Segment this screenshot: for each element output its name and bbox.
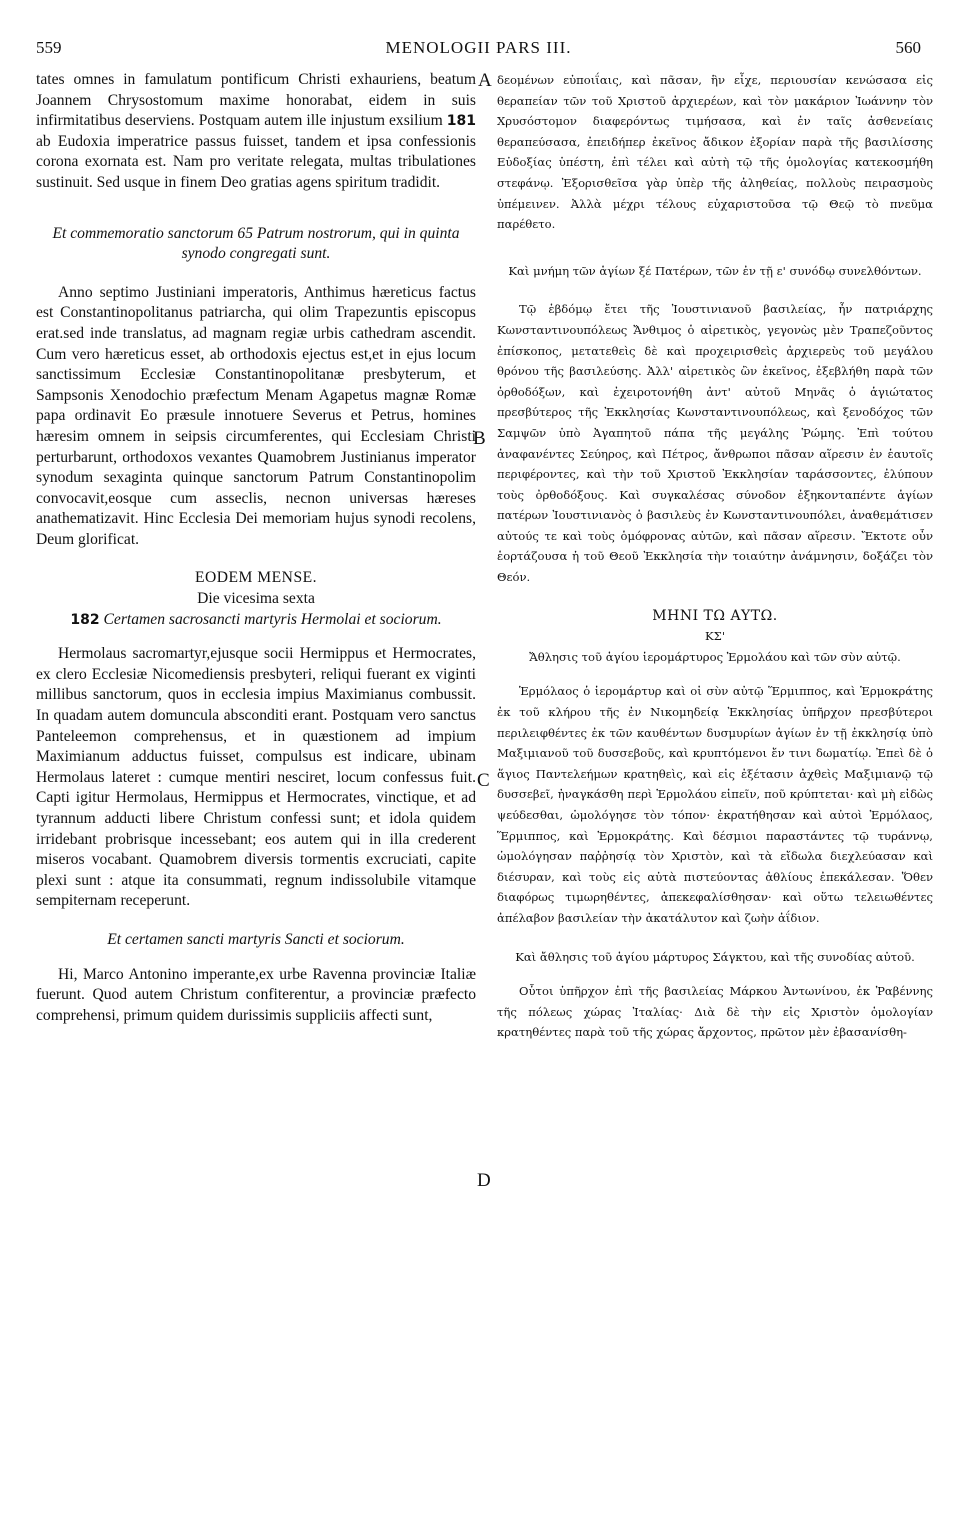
section-number-181: 181 [446,113,476,130]
margin-marker-a: A [478,70,492,91]
page-number-left: 559 [36,38,62,57]
latin-heading-commemoration: Et commemoratio sanctorum 65 Patrum nostrorum, qui in quinta synodo congregati sunt. [52,224,460,263]
latin-heading-eodem-mense: EODEM MENSE. [194,569,318,587]
greek-heading-athlesis-sanktou: Καὶ ἄθλησις τοῦ ἁγίου μάρτυρος Σάγκτου, καὶ τῆς συνοδίας αὐτοῦ. [515,949,915,964]
latin-paragraph-1-text: tates omnes in famulatum pontificum Christi exhauriens, beatum Joannem Chrysostomum maxime honorabat, eidem in suis infirmitatibus deserviens. Postquam autem ille injustum exsilium [36,71,476,130]
page-number-right: 560 [895,38,921,57]
section-number-182: 182 [70,611,100,628]
greek-heading-athlesis-hermolaou: Ἄθλησις τοῦ ἁγίου ἱερομάρτυρος Ἑρμολάου καὶ τῶν σὺν αὐτῷ. [529,649,901,664]
latin-column [36,70,476,1520]
greek-paragraph-3: Ἑρμόλαος ὁ ἱερομάρτυρ καὶ οἱ σὺν αὐτῷ Ἕρμιππος, καὶ Ἑρμοκράτης ἐκ τοῦ κλήρου τῆς ἐν Νικομηδείᾳ Ἐκκλησίας ὑπῆρχον πρεσβύτεροι περιλειφθέντες ἐκ τῶν καυθέντων δυσμυρίων ἁγίων ἐν τῇ ἐκκλησίᾳ ὑπὸ Μαξιμιανοῦ τοῦ δυσσεβοῦς, καὶ κρυπτόμενοι ἔν τινι δωματίῳ. Ἐπεὶ δὲ ὁ ἅγιος Παντελεήμων κρατηθεὶς, καὶ εἰς ἐξέτασιν ἀχθεὶς Μαξιμιανῷ τῷ δυσσεβεῖ, ἠναγκάσθη περὶ Ἑρμολάου εἰπεῖν, ποῦ κρύπτεται· καὶ μὴ εἰδὼς ψεύδεσθαι, ὡμολόγησε τὸν τόπον· ἐκρατήθησαν καὶ αὐτοὶ Ἑρμόλαος, Ἕρμιππος, καὶ Ἑρμοκράτης. Καὶ δέσμιοι παραστάντες τῷ τυράννῳ, ὡμολόγησαν παῤῥησίᾳ τὸν Χριστὸν, καὶ τὰ εἴδωλα διεχλεύασαν καὶ διέσυραν, καὶ τοὺς εἰς αὐτὰ πιστεύοντας ἀθλίους ἐπεκάλεσαν. Ὅθεν διαφόρως τιμωρηθέντες, ἀπεκεφαλίσθησαν· καὶ οὕτω τελειωθέντες ἀπέλαβον βασιλείαν τὴν ἀκατάλυτον καὶ ζωὴν ἀΐδιον. [497,684,933,925]
latin-paragraph-2: Anno septimo Justiniani imperatoris, Anthimus hæreticus factus est Constantinopolitanus patriarcha, qui olim Trapezuntis episcopus erat.sed inde translatus, ad magnam regiæ urbis cathedram ascendit. Cum vero hæreticus esset, ab orthodoxis ejectus est,et in ejus locum sanctissimum Ecclesiæ Constantinopolitanæ presbyterum, et Sampsonis Xenodochio præfectum Menam Agapetus magnæ Romæ papa ordinavit Eo præsule innotuere Severus et Petrus, homines hæresim omnem in seipsis circumferentes, qui Ecclesiam Christi perturbarunt, orthodoxos vexantes Quamobrem Justinianus imperator synodum sexaginta quinque sanctorum Patrum Constantinopolim convocavit,eosque cum asseclis, necnon universas hæreses anathematizavit. Hinc Ecclesia Dei memoriam hujus synodi recolens, Deum glorificat. [36,283,476,548]
latin-heading-certamen-hermolai-text: Certamen sacrosancti martyris Hermolai et sociorum. [103,610,442,628]
margin-marker-c: C [477,770,490,791]
greek-column [497,70,933,1520]
latin-heading-certamen-sancti: Et certamen sancti martyris Sancti et sociorum. [107,930,405,948]
greek-paragraph-4: Οὗτοι ὑπῆρχον ἐπὶ τῆς βασιλείας Μάρκου Ἀντωνίνου, ἐκ Ῥαβέννης τῆς πόλεως χώρας Ἰταλίας· Διὰ δὲ τὴν εἰς Χριστὸν ὁμολογίαν κρατηθέντες παρὰ τοῦ τῆς χώρας ἄρχοντος, πρῶτον μὲν ἐβασανίσθη- [497,984,933,1040]
greek-heading-day: ΚΣ' [704,629,726,644]
latin-heading-certamen-hermolai [36,610,476,631]
running-title: MENOLOGII PARS III. [385,38,572,57]
greek-heading-commemoration: Καὶ μνήμη τῶν ἁγίων ξέ Πατέρων, τῶν ἐν τῇ ε' συνόδῳ συνελθόντων. [508,263,922,278]
running-header [36,38,921,60]
greek-paragraph-2: Τῷ ἑβδόμῳ ἔτει τῆς Ἰουστινιανοῦ βασιλείας, ἦν πατριάρχης Κωνσταντινουπόλεως Ἄνθιμος ὁ αἱρετικὸς, γεγονὼς μὲν Τραπεζοῦντος ἐπίσκοπος, μετατεθεὶς δὲ καὶ προχειρισθεὶς ἀρχιερεὺς τοῦ μεγάλου θρόνου τῆς βασιλεύσης. Ἀλλ' αἱρετικὸς ὢν ἐκεῖνος, ἐξεβλήθη παρὰ τῶν ὀρθοδόξων, καὶ ἐχειροτονήθη ἀντ' αὐτοῦ Μηνᾶς ὁ ἁγιώτατος πρεσβύτερος τῆς Ἐκκλησίας Κωνσταντινουπόλεως, καὶ ξενοδόχος τῶν Σαμψῶν ὑπὸ Ἀγαπητοῦ πάπα τῆς μεγάλης Ῥώμης. Ἐπὶ τούτου ἀναφανέντες Σεύηρος, καὶ Πέτρος, ἄνθρωποι πᾶσαν αἵρεσιν ἐν ἑαυτοῖς περιφέροντες, καὶ τὴν τοῦ Χριστοῦ Ἐκκλησίαν ταράσσοντες, ἐλύπουν τοὺς ὀρθοδόξους. Καὶ συγκαλέσας σύνοδον ἑξηκονταπέντε ἁγίων πατέρων Ἰουστινιανὸς ὁ βασιλεὺς ἐν Κωνσταντινουπόλει, ἀναθεμάτισεν αὐτούς τε καὶ τοὺς ὁμόφρονας αὐτῶν, καὶ πᾶσαν αἵρεσιν. Ἔκτοτε οὖν ἑορτάζουσα ἡ τοῦ Θεοῦ Ἐκκλησία τὴν τοιαύτην ἀνάμνησιν, δοξάζει τὸν Θεόν. [497,302,933,585]
latin-paragraph-1-text-b: ab Eudoxia imperatrice passus fuisset, tandem et ipsa confessionis corona exornata est. Nam pro veritate relegata, multas tribulationes sustinuit. Sed usque in finem Deo gratias agens spiritum tradidit. [36,132,476,191]
latin-heading-day: Die vicesima sexta [197,590,315,608]
greek-paragraph-1: δεομένων εὐποιΐαις, καὶ πᾶσαν, ἣν εἶχε, περιουσίαν κενώσασα εἰς θεραπείαν τῶν τοῦ Χριστοῦ ἀρχιερέων, καὶ τὸν μακάριον Ἰωάννην τὸν Χρυσόστομον διαφερόντως τιμήσασα, καὶ ἐν ταῖς ἀσθενείαις θεραπεύσασα, ἐπειδήπερ ἐκεῖνος ἄδικον ἐξορίαν παρὰ τῆς βασιλίσσης Εὐδοξίας ὑπέστη, ἐπὶ τέλει καὶ αὐτὴ τῷ τῆς ὁμολογίας κατεκοσμήθη στεφάνῳ. Ἐξορισθεῖσα γὰρ ὑπὲρ τῆς ἀληθείας, πολλοὺς πειρασμοὺς ὑπέμεινεν. Ἀλλὰ μέχρι τέλους εὐχαριστοῦσα τῷ Θεῷ τὸ πνεῦμα παρέθετο. [497,73,933,232]
margin-marker-d: D [477,1170,491,1191]
greek-heading-mense: ΜΗΝΙ ΤΩ ΑΥΤΩ. [652,607,778,624]
latin-paragraph-3: Hermolaus sacromartyr,ejusque socii Hermippus et Hermocrates, ex clero Ecclesiæ Nicomediensis presbyteri, reliqui fuerant ex viginti millibus sanctorum, quos in ecclesia impius Maximianus combussit. In quadam autem domuncula absconditi erant. Postquam vero sanctus Panteleemon comprehensus, et in quæstionem ad impium Maximianum adductus fuisset, compulsus est indicare, ubinam Hermolaus lateret : cumque mentiri nesciret, locum confessus fuit. Capti igitur Hermolaus, Hermippus et Hermocrates, vinctique, et ad tyrannum adducti libere Christum confessi sunt; et idola quidem irridebant probrisque incessebant; eos autem qui in illa crederent miseros vocabant. Quamobrem diversis tormentis excruciati, capite plexi sunt : atque ita consummati, regnum indissolubile vitamque sempiternam receperunt. [36,645,476,910]
latin-paragraph-1 [36,70,476,194]
margin-marker-b: B [473,428,486,449]
latin-paragraph-4: Hi, Marco Antonino imperante,ex urbe Ravenna provinciæ Italiæ fuerunt. Quod autem Christum confiterentur, a provinciæ præfecto comprehensi, primum quidem durissimis suppliciis affecti sunt, [36,965,476,1024]
